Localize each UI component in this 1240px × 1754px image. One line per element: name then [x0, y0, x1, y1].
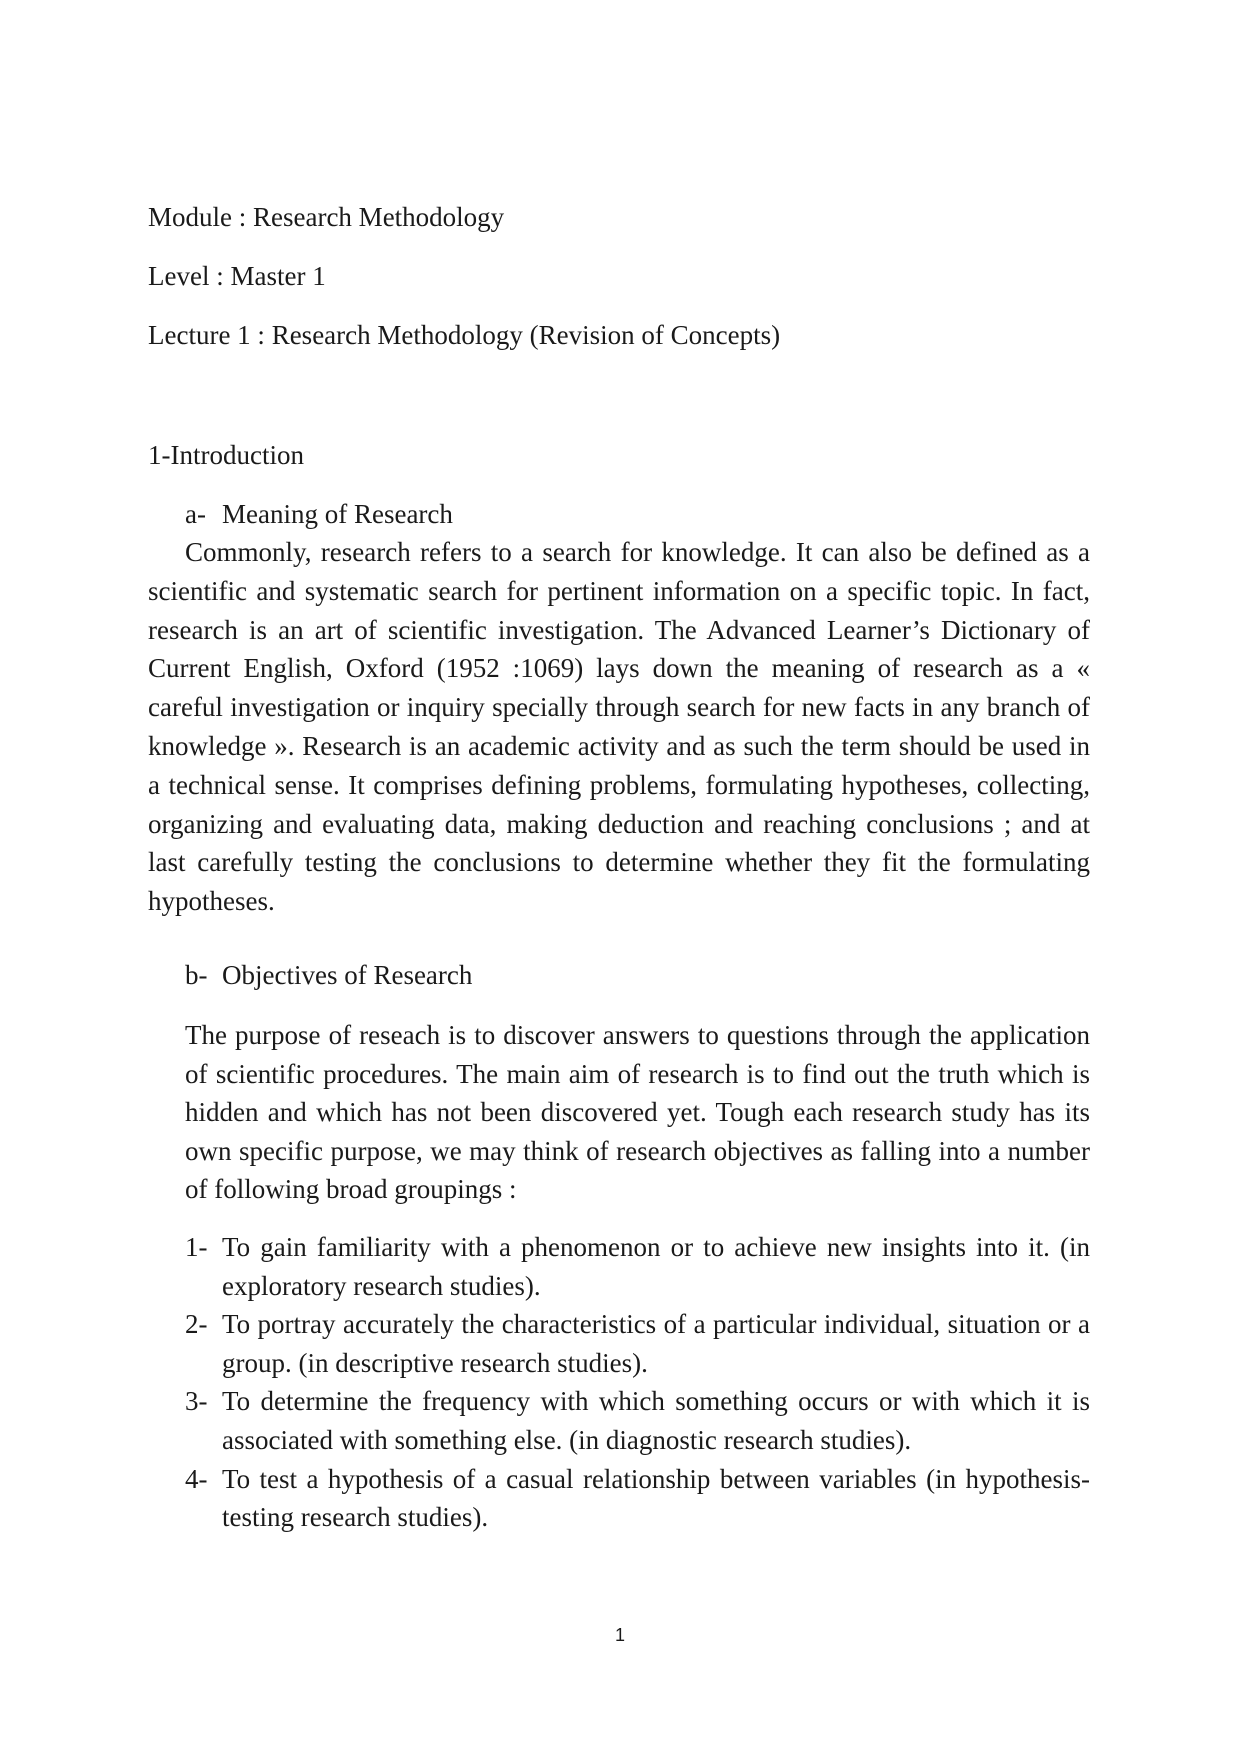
page-number: 1 [614, 1625, 625, 1645]
objectives-list [185, 1228, 1090, 1537]
list-item-text: To test a hypothesis of a casual relationship between variables (in hypothesis-testing research studies). [222, 1463, 1090, 1533]
list-item-number: 2- [185, 1309, 208, 1340]
subsection-a-label: Meaning of Research [222, 499, 453, 529]
level-line: Level : Master 1 [148, 261, 326, 291]
list-item [185, 1460, 1090, 1537]
subsection-b-label: Objectives of Research [222, 960, 473, 990]
list-item-text: To gain familiarity with a phenomenon or to achieve new insights into it. (in exploratory research studies). [222, 1232, 1090, 1301]
list-item [185, 1228, 1090, 1305]
list-item-number: 3- [185, 1386, 208, 1417]
meaning-paragraph [148, 533, 1090, 921]
objectives-paragraph: The purpose of reseach is to discover answers to questions through the application of scientific procedures. The main aim of research is to find out the truth which is hidden and which has not been discovered yet. Tough each research study has its own specific purpose, we may think of research objectives as falling into a number of following broad groupings : [185, 1020, 1090, 1205]
subsection-b-heading [185, 958, 472, 992]
list-item-text: To portray accurately the characteristics of a particular individual, situation or a group. (in descriptive research studies). [222, 1309, 1090, 1378]
list-item [185, 1305, 1090, 1382]
list-item-number: 4- [185, 1463, 208, 1494]
meaning-paragraph-text: Commonly, research refers to a search for knowledge. It can also be defined as a scientific and systematic search for pertinent information on a specific topic. In fact, research is an art of scientific investigation. The Advanced Learner’s Dictionary of Current English, Oxford (1952 :1069) lays down the meaning of research as a « careful investigation or inquiry specially through search for new facts in any branch of knowledge ». Research is an academic activity and as such the term should be used in a technical sense. It comprises defining problems, formulating hypotheses, collecting, organizing and evaluating data, making deduction and reaching conclusions ; and at last carefully testing the conclusions to determine whether they fit the formulating hypotheses. [148, 537, 1090, 917]
list-item-number: 1- [185, 1232, 208, 1262]
lecture-line: Lecture 1 : Research Methodology (Revision of Concepts) [148, 320, 781, 350]
subsection-a-marker: a- [185, 499, 206, 529]
list-item [185, 1382, 1090, 1459]
list-item-text: To determine the frequency with which something occurs or with which it is associated with something else. (in diagnostic research studies). [222, 1386, 1090, 1455]
section-title: 1-Introduction [148, 440, 304, 470]
module-line: Module : Research Methodology [148, 202, 505, 232]
subsection-a-heading [185, 497, 453, 531]
subsection-b-marker: b- [185, 960, 208, 990]
